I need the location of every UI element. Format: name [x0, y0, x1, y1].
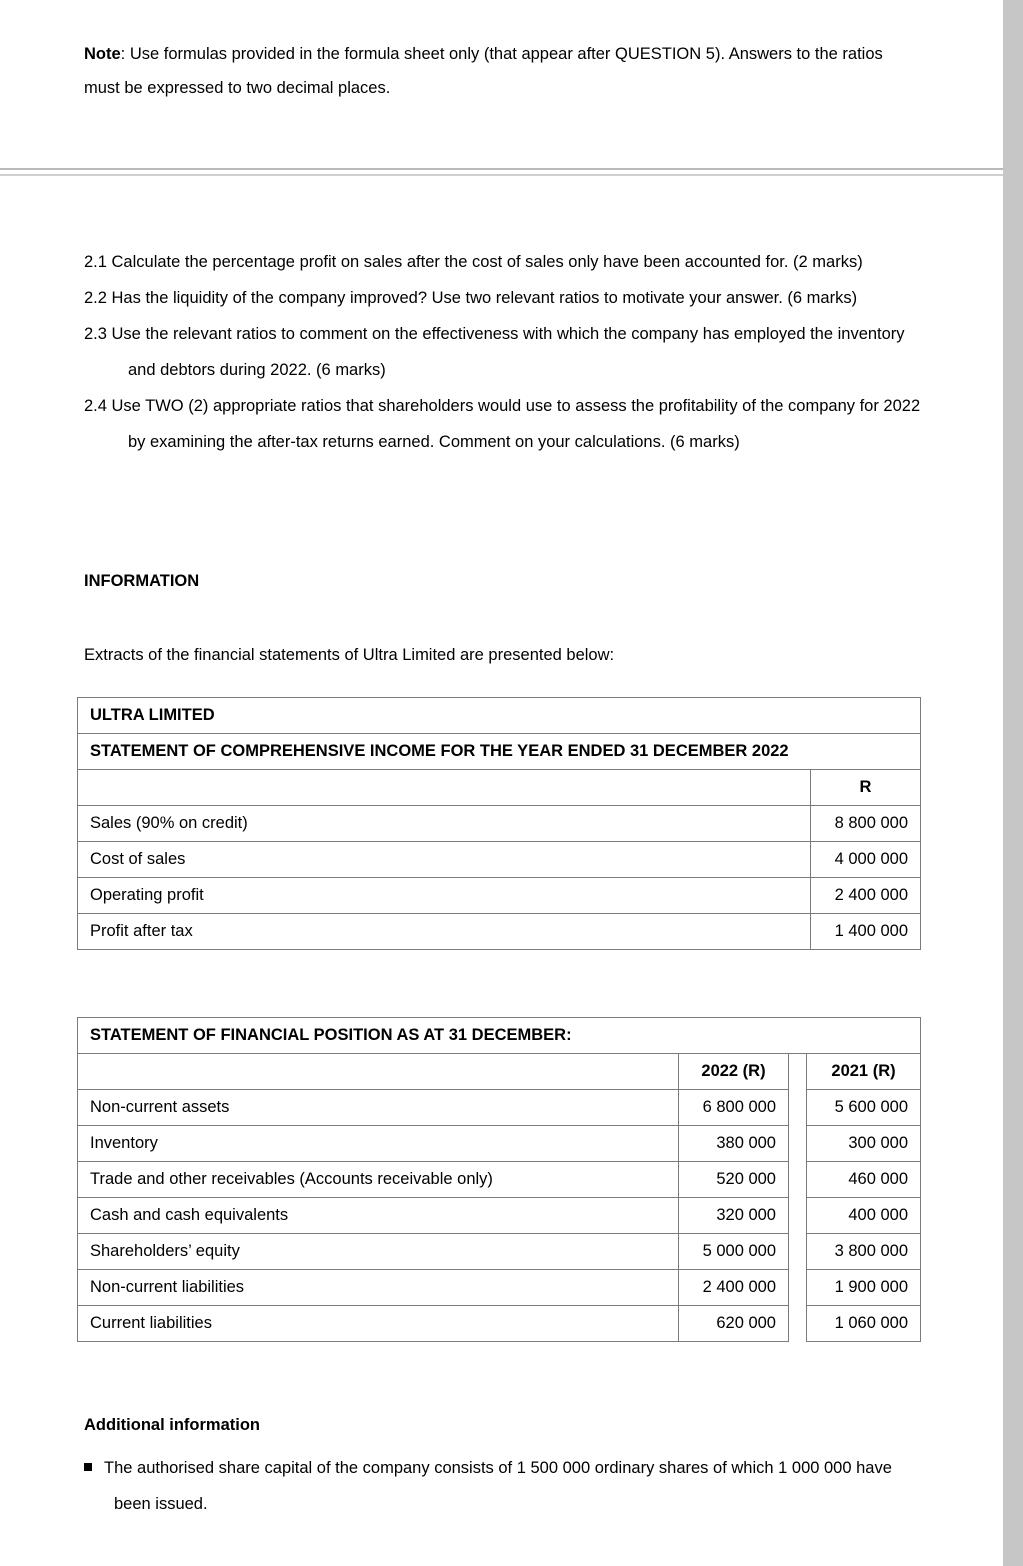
table-row [78, 806, 921, 842]
square-bullet-icon [84, 1463, 92, 1471]
position-row-label: Shareholders’ equity [78, 1234, 679, 1270]
question-item-2-1: 2.1 Calculate the percentage profit on sales after the cost of sales only have been accounted for. (2 marks) [84, 253, 863, 271]
table-row-company [78, 698, 921, 734]
position-blank-header-cell [78, 1054, 679, 1090]
position-row-value-2021: 460 000 [807, 1162, 921, 1198]
column-gap [789, 1198, 807, 1234]
additional-information-list [84, 1450, 924, 1522]
position-row-value-2021: 300 000 [807, 1126, 921, 1162]
position-row-value-2021: 3 800 000 [807, 1234, 921, 1270]
table-row [78, 878, 921, 914]
income-statement-table [77, 697, 921, 950]
column-gap [789, 1054, 807, 1090]
column-gap [789, 1090, 807, 1126]
question-item-2-3: 2.3 Use the relevant ratios to comment on the effectiveness with which the company has employed the inventory and debtors during 2022. (6 marks) [84, 325, 905, 379]
table-row [78, 1306, 921, 1342]
table-row [78, 1234, 921, 1270]
table-row-title [78, 1018, 921, 1054]
note-paragraph [84, 37, 916, 105]
column-gap [789, 1306, 807, 1342]
table-row [78, 1090, 921, 1126]
position-row-value-2022: 380 000 [679, 1126, 789, 1162]
column-gap [789, 1126, 807, 1162]
income-currency-header-cell: R [811, 770, 921, 806]
income-row-label: Operating profit [78, 878, 811, 914]
income-statement-title-cell: STATEMENT OF COMPREHENSIVE INCOME FOR THE YEAR ENDED 31 DECEMBER 2022 [78, 734, 921, 770]
income-row-value: 4 000 000 [811, 842, 921, 878]
column-header-2021: 2021 (R) [807, 1054, 921, 1090]
table-row-header [78, 770, 921, 806]
income-row-label: Sales (90% on credit) [78, 806, 811, 842]
table-row [78, 1162, 921, 1198]
income-row-label: Profit after tax [78, 914, 811, 950]
income-row-value: 1 400 000 [811, 914, 921, 950]
table-row-title [78, 734, 921, 770]
position-row-label: Trade and other receivables (Accounts receivable only) [78, 1162, 679, 1198]
note-label: Note [84, 44, 121, 63]
table-row [78, 914, 921, 950]
position-row-label: Current liabilities [78, 1306, 679, 1342]
position-row-value-2022: 620 000 [679, 1306, 789, 1342]
position-row-label: Inventory [78, 1126, 679, 1162]
income-row-value: 2 400 000 [811, 878, 921, 914]
column-header-2022: 2022 (R) [679, 1054, 789, 1090]
information-heading: INFORMATION [84, 572, 200, 590]
position-row-value-2021: 5 600 000 [807, 1090, 921, 1126]
income-row-value: 8 800 000 [811, 806, 921, 842]
position-row-value-2022: 520 000 [679, 1162, 789, 1198]
position-row-value-2021: 1 900 000 [807, 1270, 921, 1306]
note-text: : Use formulas provided in the formula sheet only (that appear after QUESTION 5). Answers to the ratios must be expressed to two decimal places. [84, 44, 883, 97]
position-row-value-2022: 5 000 000 [679, 1234, 789, 1270]
position-row-value-2021: 1 060 000 [807, 1306, 921, 1342]
information-lead-text: Extracts of the financial statements of Ultra Limited are presented below: [84, 646, 615, 664]
income-row-label: Cost of sales [78, 842, 811, 878]
financial-position-title-cell: STATEMENT OF FINANCIAL POSITION AS AT 31 DECEMBER: [78, 1018, 921, 1054]
question-item-2-4: 2.4 Use TWO (2) appropriate ratios that shareholders would use to assess the profitability of the company for 2022 by examining the after-tax returns earned. Comment on your calculations. (6 marks) [84, 397, 921, 451]
table-row [78, 1198, 921, 1234]
page-break-divider [0, 168, 1003, 176]
table-row [78, 1270, 921, 1306]
financial-position-table [77, 1017, 921, 1342]
position-row-label: Non-current liabilities [78, 1270, 679, 1306]
column-gap [789, 1270, 807, 1306]
company-name-cell: ULTRA LIMITED [78, 698, 921, 734]
table-row-header [78, 1054, 921, 1090]
table-row [78, 1126, 921, 1162]
position-row-value-2022: 6 800 000 [679, 1090, 789, 1126]
income-blank-header-cell [78, 770, 811, 806]
question-list [84, 244, 924, 460]
table-row [78, 842, 921, 878]
position-row-label: Non-current assets [78, 1090, 679, 1126]
question-item-2-2: 2.2 Has the liquidity of the company improved? Use two relevant ratios to motivate your answer. (6 marks) [84, 289, 858, 307]
list-item [84, 1450, 924, 1522]
position-row-value-2022: 2 400 000 [679, 1270, 789, 1306]
list-item-text: The authorised share capital of the company consists of 1 500 000 ordinary shares of which 1 000 000 have been issued. [104, 1459, 892, 1513]
position-row-value-2021: 400 000 [807, 1198, 921, 1234]
column-gap [789, 1162, 807, 1198]
position-row-value-2022: 320 000 [679, 1198, 789, 1234]
page-scroll-strip[interactable] [1003, 0, 1023, 1566]
position-row-label: Cash and cash equivalents [78, 1198, 679, 1234]
column-gap [789, 1234, 807, 1270]
additional-information-heading: Additional information [84, 1416, 260, 1434]
